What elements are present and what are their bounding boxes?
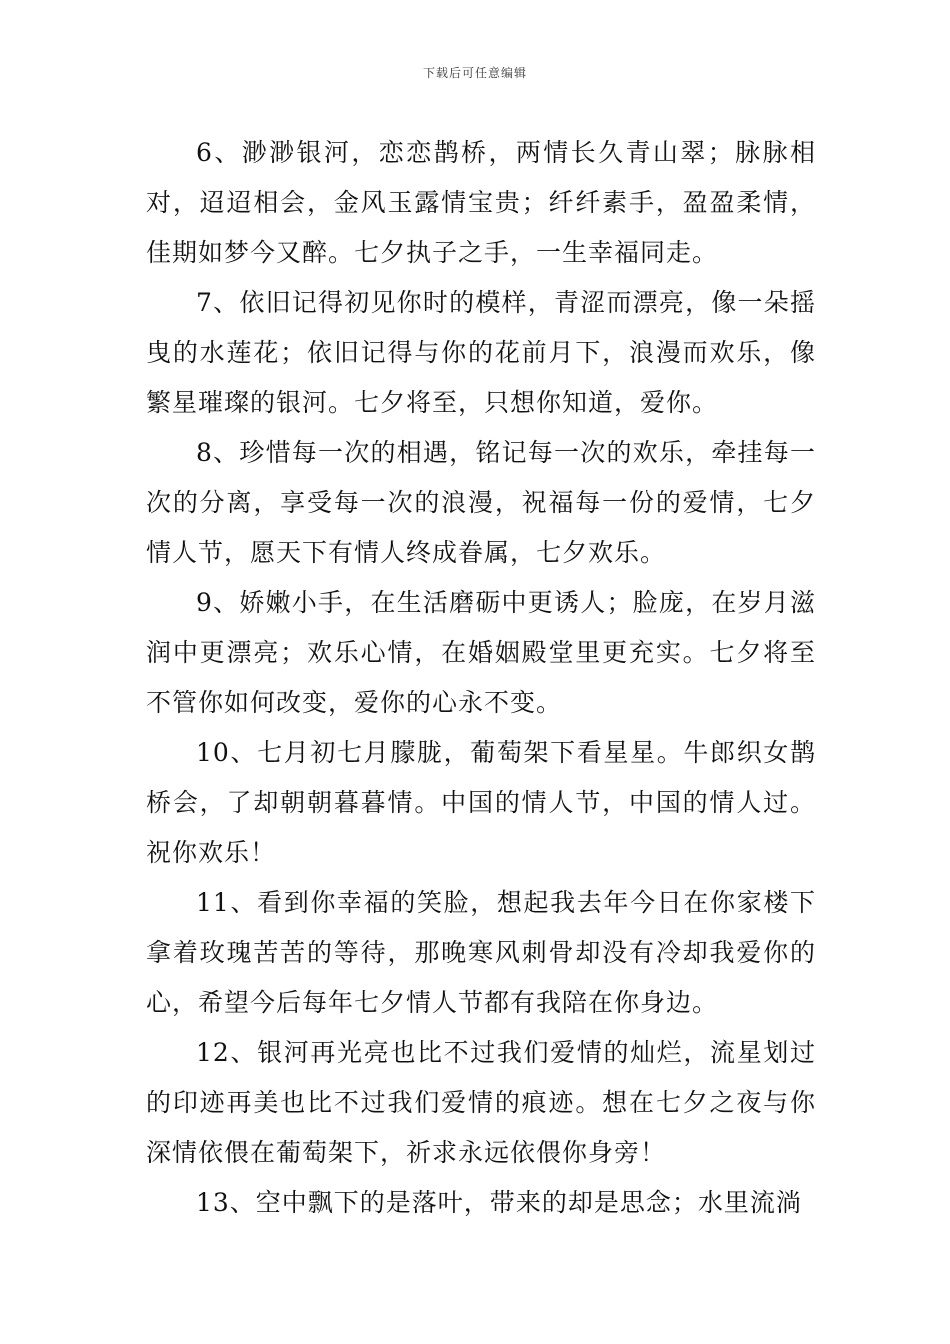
paragraph-9: 9、娇嫩小手，在生活磨砺中更诱人；脸庞，在岁月滋润中更漂亮；欢乐心情，在婚姻殿堂里更充实。七夕将至不管你如何改变，爱你的心永不变。: [146, 588, 816, 717]
paragraph-7: 7、依旧记得初见你时的模样，青涩而漂亮，像一朵摇曳的水莲花；依旧记得与你的花前月下，浪漫而欢乐，像繁星璀璨的银河。七夕将至，只想你知道，爱你。: [146, 288, 816, 417]
paragraph-11: 11、看到你幸福的笑脸，想起我去年今日在你家楼下拿着玫瑰苦苦的等待，那晚寒风刺骨却没有冷却我爱你的心，希望今后每年七夕情人节都有我陪在你身边。: [146, 888, 816, 1017]
header-note: 下载后可任意编辑: [422, 66, 527, 80]
paragraph-6: 6、渺渺银河，恋恋鹊桥，两情长久青山翠；脉脉相对，迢迢相会，金风玉露情宝贵；纤纤素手，盈盈柔情，佳期如梦今又醉。七夕执子之手，一生幸福同走。: [146, 138, 816, 267]
paragraph-12: 12、银河再光亮也比不过我们爱情的灿烂，流星划过的印迹再美也比不过我们爱情的痕迹。想在七夕之夜与你深情依偎在葡萄架下，祈求永远依偎你身旁！: [146, 1038, 816, 1167]
document-body: [146, 128, 816, 1228]
paragraph-13: 13、空中飘下的是落叶，带来的却是思念；水里流淌: [196, 1188, 802, 1217]
paragraph-8: 8、珍惜每一次的相遇，铭记每一次的欢乐，牵挂每一次的分离，享受每一次的浪漫，祝福每一份的爱情，七夕情人节，愿天下有情人终成眷属，七夕欢乐。: [146, 438, 816, 567]
paragraph-10: 10、七月初七月朦胧，葡萄架下看星星。牛郎织女鹊桥会，了却朝朝暮暮情。中国的情人节，中国的情人过。祝你欢乐！: [146, 738, 816, 867]
